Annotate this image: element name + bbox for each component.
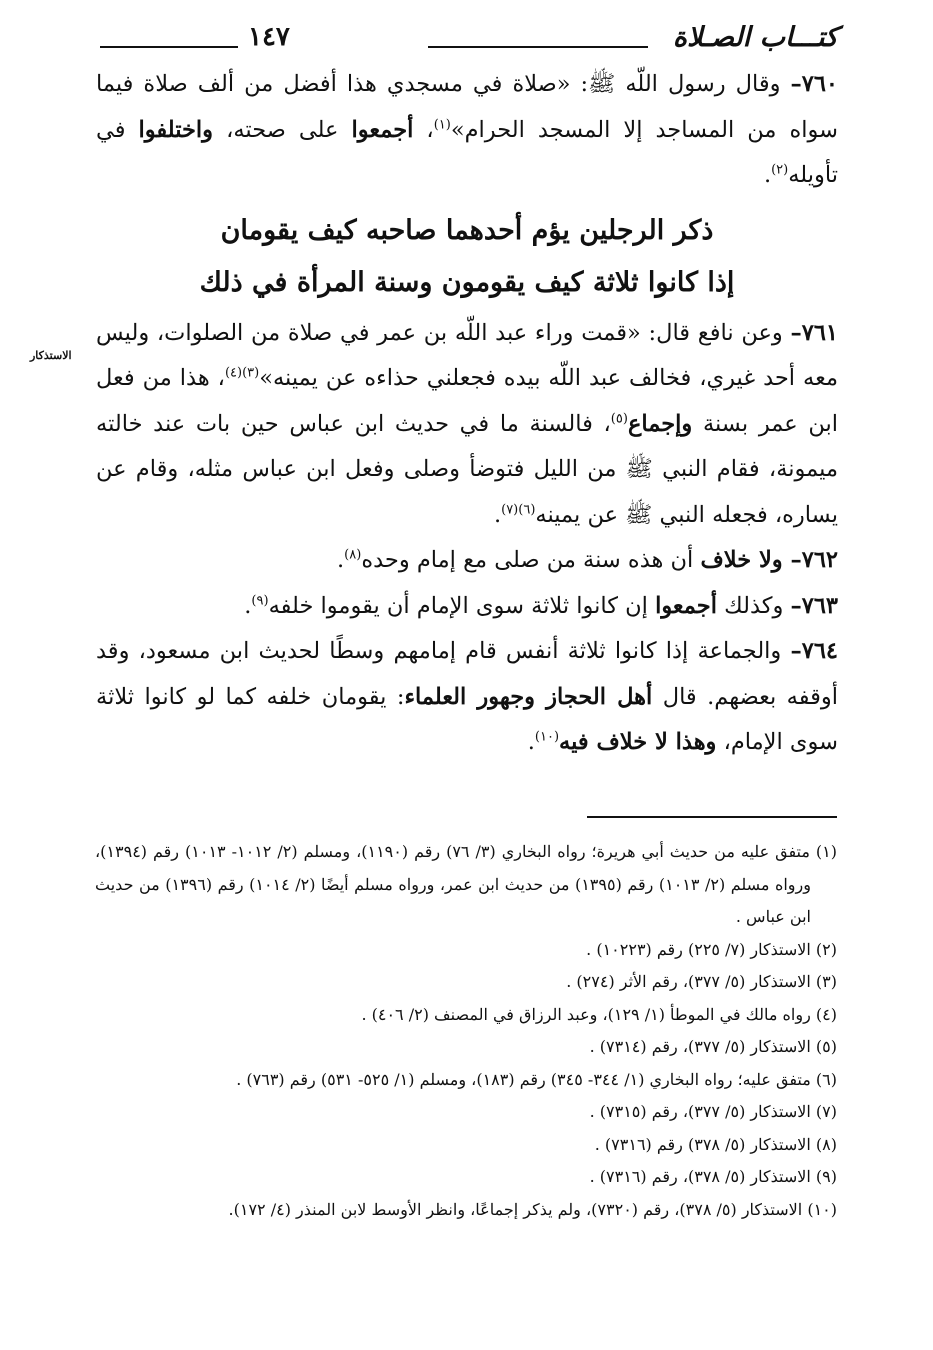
paragraph-763 — [96, 584, 838, 630]
footnote: (٦) متفق عليه؛ رواه البخاري (١/ ٣٤٤- ٣٤٥) رقم (١٨٣)، ومسلم (١/ ٥٢٥- ٥٣١) رقم (٧٦٣) . — [236, 1069, 837, 1089]
text: . — [763, 162, 772, 188]
bold-text: أجمعوا — [351, 116, 414, 143]
page-number: ١٤٧ — [248, 22, 290, 52]
text: . — [493, 501, 502, 528]
footnote: (٣) الاستذكار (٥/ ٣٧٧)، رقم الأثر (٢٧٤) . — [566, 972, 837, 991]
footnote-ref: (١٠) — [534, 729, 560, 745]
footnote-ref: (٢) — [771, 162, 789, 178]
footnote: (٨) الاستذكار (٥/ ٣٧٨) رقم (٧٣١٦) . — [594, 1134, 837, 1154]
paragraph-number: ٧٦٣– — [790, 592, 838, 619]
text: وكذلك — [716, 592, 791, 619]
section-heading — [96, 205, 838, 309]
paragraph-761 — [96, 311, 838, 539]
footnote-ref: (٣)(٤) — [224, 365, 260, 381]
header-rule-short — [100, 46, 238, 48]
footnote: (٩) الاستذكار (٥/ ٣٧٨)، رقم (٧٣١٦) . — [589, 1167, 837, 1186]
text: . — [244, 592, 252, 619]
footnote-ref: (٨) — [344, 547, 362, 563]
bold-text: وهذا لا خلاف فيه — [559, 729, 717, 755]
footnote: (٧) الاستذكار (٥/ ٣٧٧)، رقم (٧٣١٥) . — [589, 1102, 837, 1121]
footnote: (١) متفق عليه من حديث أبي هريرة؛ رواه البخاري (٣/ ٧٦) رقم (١١٩٠)، ومسلم (٢/ ١٠١٢- ١٠١٣) رقم (١٣٩٤)، ورواه مسلم (٢/ ١٠١٣) رقم (١٣٩٥) من حديث ابن عمر، ورواه مسلم أيضًا (٢/ ١٠١٤) رقم (١٣٩٦) من حديث ابن عباس . — [95, 842, 838, 926]
page — [96, 22, 838, 766]
text: ، — [413, 116, 434, 143]
footnote: (٤) رواه مالك في الموطأ (١/ ١٢٩)، وعبد الرزاق في المصنف (٢/ ٤٠٦) . — [361, 1004, 837, 1024]
text: على صحته، — [213, 116, 352, 143]
heading-line: إذا كانوا ثلاثة كيف يقومون وسنة المرأة في ذلك — [199, 266, 735, 298]
footnotes — [95, 836, 837, 1226]
footnote-ref: (٦)(٧) — [501, 502, 536, 517]
text: وعن نافع قال: «قمت وراء عبد اللّه بن عمر في صلاة من الصلوات، وليس معه أحد غيري، فخالف عبد اللّه بيده فجعلني حذاءه عن يمينه» — [96, 319, 838, 391]
text: . — [527, 729, 535, 755]
text: أن هذه سنة من صلى مع إمام وحده — [361, 547, 701, 573]
text: : يقومان خلفه كما لو كانوا ثلاثة سوى الإمام، — [96, 683, 838, 755]
bold-text: وإجماع — [627, 410, 693, 437]
running-header — [96, 22, 838, 62]
text: ، فالسنة ما في حديث ابن عباس حين بات عند خالته ميمونة، فقام النبي ﷺ من الليل فتوضأ وصلى وفعل ابن عباس مثله، وقام عن يساره، فجعله النبي ﷺ عن يمينه — [96, 410, 838, 528]
paragraph-number: ٧٦٠– — [790, 71, 838, 97]
bold-text: أهل الحجاز وجهور العلماء — [404, 683, 653, 710]
footnote-ref: (٩) — [251, 593, 269, 608]
bold-text: ولا خلاف — [700, 547, 791, 573]
bold-text: أجمعوا — [655, 592, 717, 619]
paragraph-760 — [96, 62, 838, 199]
text: في تأويله — [96, 116, 838, 188]
text: والجماعة إذا كانوا ثلاثة أنفس قام إمامهم وسطًا لحديث ابن مسعود، وقد أوقفه بعضهم. قال — [96, 638, 838, 710]
footnote-ref: (١) — [433, 117, 451, 132]
heading-line: ذكر الرجلين يؤم أحدهما صاحبه كيف يقومان — [220, 214, 714, 246]
header-title: كتـــاب الصـلاة — [672, 22, 838, 53]
text: وقال رسول اللّه ﷺ: «صلاة في مسجدي هذا أفضل من ألف صلاة فيما سواه من المساجد إلا المسجد الحرام» — [96, 71, 838, 143]
header-rule — [428, 46, 648, 48]
text: ، هذا من فعل ابن عمر بسنة — [96, 365, 838, 437]
paragraph-762 — [96, 538, 838, 584]
bold-text: واختلفوا — [138, 116, 214, 143]
paragraph-number: ٧٦٤– — [790, 638, 838, 664]
footnote: (٢) الاستذكار (٧/ ٢٢٥) رقم (١٠٢٢٣) . — [586, 939, 837, 959]
footnote: (٥) الاستذكار (٥/ ٣٧٧)، رقم (٧٣١٤) . — [589, 1037, 837, 1056]
paragraph-764 — [96, 629, 838, 766]
footnote: (١٠) الاستذكار (٥/ ٣٧٨)، رقم (٧٣٢٠)، ولم يذكر إجماعًا، وانظر الأوسط لابن المنذر (٤/ ١٧٢). — [228, 1199, 837, 1219]
margin-note: الاستذكار — [30, 349, 72, 362]
footnote-ref: (٥) — [610, 411, 628, 426]
footnote-separator — [587, 816, 837, 818]
paragraph-number: ٧٦٢– — [790, 547, 838, 573]
text: إن كانوا ثلاثة سوى الإمام أن يقوموا خلفه — [268, 592, 656, 619]
text: . — [337, 547, 345, 573]
paragraph-number: ٧٦١– — [790, 319, 838, 346]
